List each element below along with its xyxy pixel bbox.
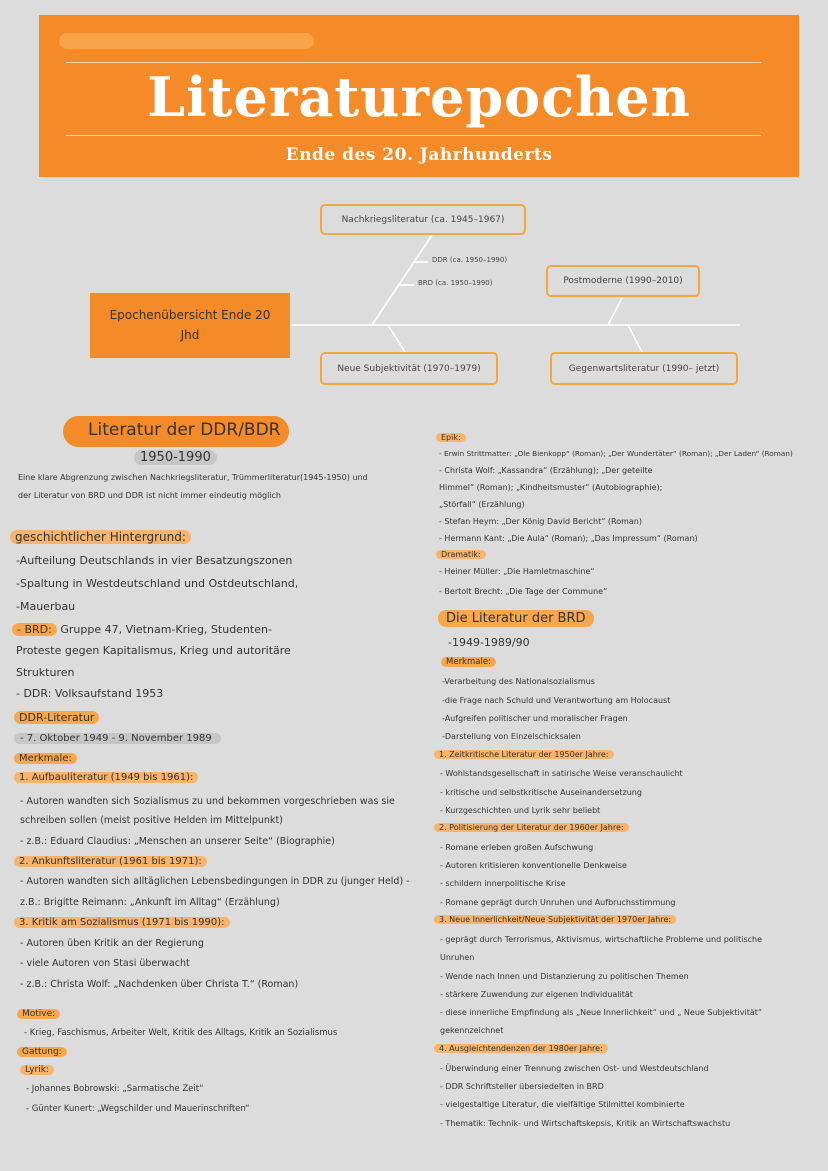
brd-phase-4-line: - DDR Schriftsteller übersiedelten in BRD [440, 1082, 604, 1091]
dramatik-line: - Bertolt Brecht: „Die Tage der Commune“ [439, 587, 608, 596]
epik-line: „Störfall“ (Erzählung) [439, 500, 525, 509]
merkmale-label: Merkmale: [14, 753, 77, 764]
brd-merkmal: -die Frage nach Schuld und Verantwortung am Holocaust [442, 696, 671, 705]
page-subtitle: Ende des 20. Jahrhunderts [285, 145, 553, 165]
history-brd [12, 623, 272, 636]
box-gegenwartsliteratur: Gegenwartsliteratur (1990– jetzt) [550, 352, 738, 385]
brd-phase-3-line: - Wende nach Innen und Distanzierung zu politischen Themen [440, 972, 689, 981]
phase-2-label: 2. Ankunftsliteratur (1961 bis 1971): [14, 856, 207, 867]
epoch-overview-box: Epochenübersicht Ende 20 Jhd [90, 293, 290, 358]
brd-merkmal: -Aufgreifen politischer und moralischer Fragen [442, 714, 628, 723]
brd-merkmale-label: Merkmale: [441, 657, 496, 667]
branch-ddr: DDR (ca. 1950–1990) [432, 256, 508, 264]
phase-1-line: - Autoren wandten sich Sozialismus zu und bekommen vorgeschrieben was sie [20, 796, 395, 807]
epik-line: - Stefan Heym: „Der König David Bericht“ (Roman) [439, 517, 642, 526]
brd-phase-4-line: - Thematik: Technik- und Wirtschaftskepsis, Kritik an Wirtschaftswachstu [440, 1119, 731, 1128]
history-item: Strukturen [16, 666, 75, 679]
brd-phase-3-line: - stärkere Zuwendung zur eigenen Individualität [440, 990, 633, 999]
epik-line: - Christa Wolf: „Kassandra“ (Erzählung); „Der geteilte [439, 466, 653, 475]
phase-3-line: - Autoren üben Kritik an der Regierung [20, 938, 204, 949]
motive-line: - Krieg, Faschismus, Arbeiter Welt, Kritik des Alltags, Kritik an Sozialismus [24, 1028, 338, 1038]
brd-phase-3-label: 3. Neue Innerlichkeit/Neue Subjektivität der 1970er Jahre: [434, 915, 676, 924]
history-item: -Mauerbau [16, 600, 76, 613]
right-column [414, 0, 828, 1171]
brd-phase-2-line: - Autoren kritisieren konventionelle Denkweise [440, 861, 627, 870]
phase-3-label: 3. Kritik am Sozialismus (1971 bis 1990): [14, 917, 230, 928]
intro-line: Eine klare Abgrenzung zwischen Nachkriegsliteratur, Trümmerliteratur(1945-1950) und [18, 473, 368, 482]
section-heading-ddr-bdr: Literatur der DDR/BDR [88, 420, 281, 440]
brd-merkmal: -Verarbeitung des Nationalsozialismus [442, 677, 595, 686]
motive-label: Motive: [17, 1009, 60, 1019]
brd-phase-1-line: - Kurzgeschichten und Lyrik sehr beliebt [440, 806, 601, 815]
ddr-literatur-label: DDR-Literatur [14, 711, 99, 724]
epik-line: - Hermann Kant: „Die Aula“ (Roman); „Das Impressum“ (Roman) [439, 534, 698, 543]
gattung-label: Gattung: [17, 1047, 67, 1057]
box-postmoderne: Postmoderne (1990–2010) [546, 265, 700, 297]
history-label: geschichtlicher Hintergrund: [10, 530, 191, 544]
ddr-dates: - 7. Oktober 1949 - 9. November 1989 [14, 733, 221, 744]
page-title: Literaturepochen [147, 65, 691, 129]
brd-phase-3-line: gekennzeichnet [440, 1026, 504, 1035]
brd-phase-1-line: - kritische und selbstkritische Auseinandersetzung [440, 788, 642, 797]
epik-line: Himmel“ (Roman); „Kindheitsmuster“ (Autobiographie); [439, 483, 663, 492]
brd-text: Gruppe 47, Vietnam-Krieg, Studenten- [56, 623, 272, 636]
brd-phase-3-line: Unruhen [440, 953, 475, 962]
epik-line: - Erwin Strittmatter: „Ole Bienkopp“ (Roman); „Der Wundertäter“ (Roman); „Der Laden“ (Roman) [439, 449, 793, 458]
brd-phase-4-line: - Überwindung einer Trennung zwischen Ost- und Westdeutschland [440, 1064, 709, 1073]
history-item: -Spaltung in Westdeutschland und Ostdeutschland, [16, 577, 299, 590]
phase-3-line: - z.B.: Christa Wolf: „Nachdenken über Christa T.“ (Roman) [20, 979, 299, 990]
epik-label: Epik: [436, 433, 466, 442]
brd-merkmal: -Darstellung von Einzelschicksalen [442, 732, 581, 741]
brd-phase-2-line: - schildern innerpolitische Krise [440, 879, 566, 888]
phase-1-line: - z.B.: Eduard Claudius: „Menschen an unserer Seite“ (Biographie) [20, 836, 335, 847]
dramatik-line: - Heiner Müller: „Die Hamletmaschine“ [439, 567, 595, 576]
brd-years: -1949-1989/90 [448, 636, 530, 649]
phase-1-line: schreiben sollen (meist positive Helden im Mittelpunkt) [20, 815, 283, 826]
brd-label: - BRD: [12, 623, 57, 636]
lyrik-label: Lyrik: [20, 1065, 54, 1075]
ddr-bdr-years: 1950-1990 [134, 450, 217, 465]
history-item: -Aufteilung Deutschlands in vier Besatzungszonen [16, 554, 293, 567]
brd-phase-2-line: - Romane geprägt durch Unruhen und Aufbruchsstimmung [440, 898, 676, 907]
brd-phase-3-line: - geprägt durch Terrorismus, Aktivismus, wirtschaftliche Probleme und politische [440, 935, 763, 944]
phase-2-line: - Autoren wandten sich alltäglichen Lebensbedingungen in DDR zu (junger Held) - [20, 876, 410, 887]
box-neue-subjektivitaet: Neue Subjektivität (1970–1979) [320, 352, 498, 385]
brd-phase-4-label: 4. Ausgleichtendenzen der 1980er Jahre: [434, 1044, 608, 1053]
lyrik-line: - Johannes Bobrowski: „Sarmatische Zeit“ [26, 1084, 204, 1094]
brd-phase-1-label: 1. Zeitkritische Literatur der 1950er Jahre: [434, 750, 614, 759]
brd-phase-4-line: - vielgestaltige Literatur, die vielfältige Stilmittel kombinierte [440, 1100, 685, 1109]
brd-phase-2-line: - Romane erleben großen Aufschwung [440, 843, 594, 852]
brd-phase-3-line: - diese innerliche Empfindung als „Neue Innerlichkeit“ und „ Neue Subjektivität“ [440, 1008, 763, 1017]
phase-3-line: - viele Autoren von Stasi überwacht [20, 958, 190, 969]
branch-brd: BRD (ca. 1950–1990) [418, 279, 493, 287]
dramatik-label: Dramatik: [436, 550, 486, 559]
box-nachkriegsliteratur: Nachkriegsliteratur (ca. 1945–1967) [320, 204, 526, 235]
intro-line: der Literatur von BRD und DDR ist nicht immer eindeutig möglich [18, 491, 281, 500]
brd-phase-1-line: - Wohlstandsgesellschaft in satirische Weise veranschaulicht [440, 769, 683, 778]
phase-2-line: z.B.: Brigitte Reimann: „Ankunft im Alltag“ (Erzählung) [20, 897, 280, 908]
brd-heading: Die Literatur der BRD [438, 610, 594, 627]
lyrik-line: - Günter Kunert: „Wegschilder und Mauerinschriften“ [26, 1104, 250, 1114]
history-item: Proteste gegen Kapitalismus, Krieg und autoritäre [16, 644, 291, 657]
brd-phase-2-label: 2. Politisierung der Literatur der 1960er Jahre: [434, 823, 629, 832]
history-item: - DDR: Volksaufstand 1953 [16, 687, 164, 700]
phase-1-label: 1. Aufbauliteratur (1949 bis 1961): [14, 772, 198, 783]
